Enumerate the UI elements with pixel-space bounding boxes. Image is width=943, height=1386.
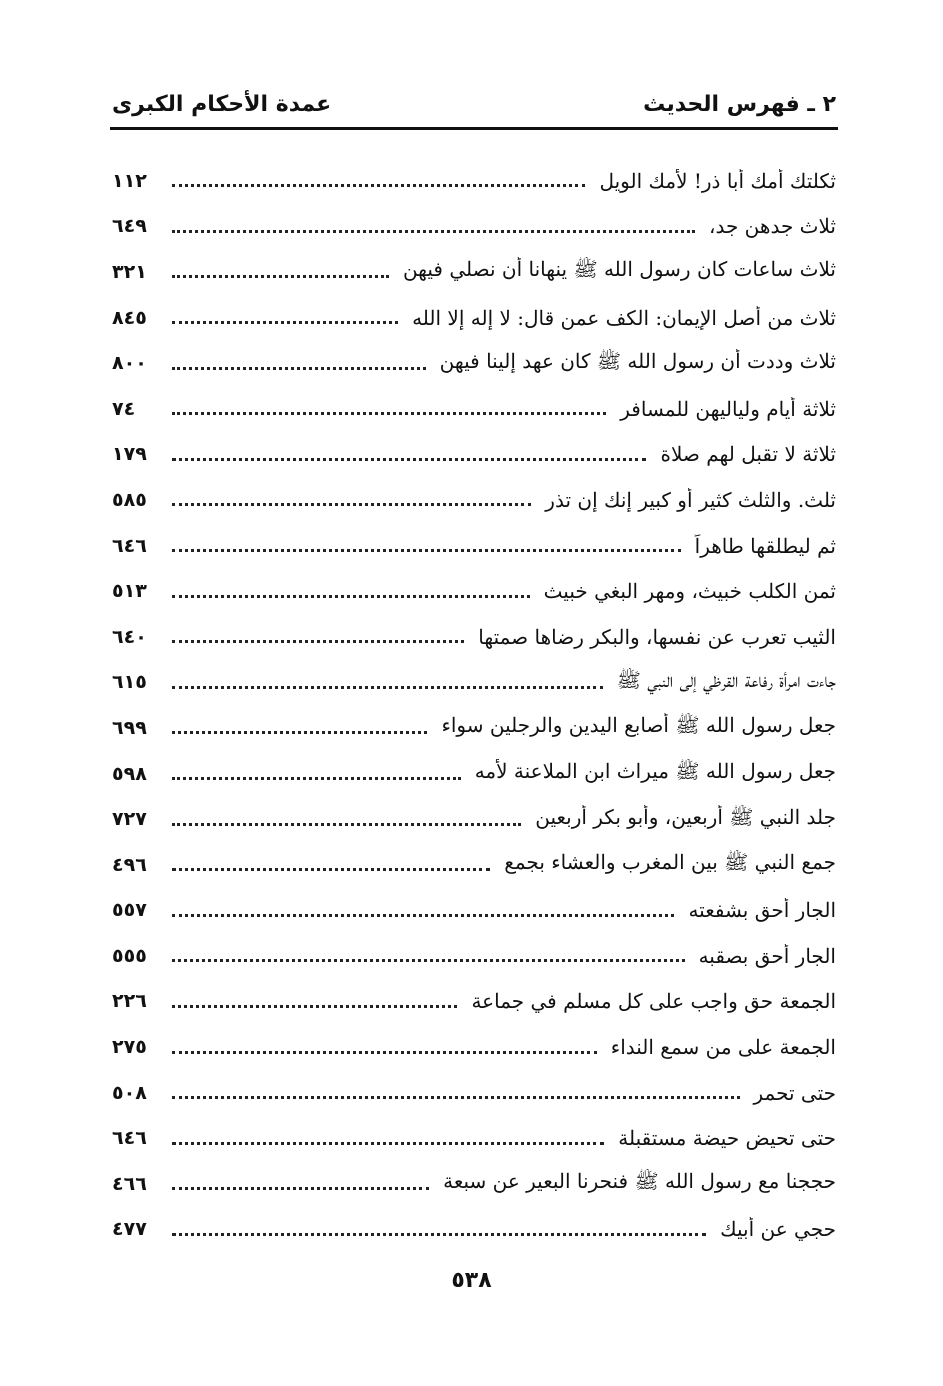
dot-leader [172, 1142, 604, 1145]
dot-leader [172, 503, 531, 506]
index-entry [112, 432, 836, 478]
entry-text: حجي عن أبيك [720, 1217, 836, 1242]
index-entry [112, 204, 836, 250]
entry-page-number: ١٧٩ [112, 443, 147, 466]
index-entry [112, 249, 836, 295]
entry-page-number: ٧٤ [112, 397, 136, 420]
index-entry [112, 660, 836, 706]
entry-page-number: ٥٥٥ [112, 944, 147, 967]
entry-page-number: ٥١٣ [112, 580, 147, 603]
entry-page-number: ٦٤٠ [112, 625, 147, 648]
entry-text: حججنا مع رسول الله ﷺ فنحرنا البعير عن سبعة [443, 1169, 836, 1194]
dot-leader [172, 275, 389, 278]
entry-page-number: ٦٤٦ [112, 534, 147, 557]
entry-text: حتى تحمر [753, 1080, 836, 1105]
entry-text: ثم ليطلقها طاهراً [694, 533, 836, 558]
index-entry [112, 933, 836, 979]
running-header [112, 88, 836, 126]
dot-leader [172, 686, 603, 689]
entry-text: الجمعة حق واجب على كل مسلم في جماعة [471, 989, 836, 1014]
dot-leader [172, 868, 490, 871]
entry-text: الثيب تعرب عن نفسها، والبكر رضاها صمتها [478, 624, 836, 649]
index-entry [112, 614, 836, 660]
entry-page-number: ٢٧٥ [112, 1036, 147, 1059]
entry-page-number: ٨٤٥ [112, 306, 147, 329]
entry-page-number: ٦٤٩ [112, 215, 147, 238]
entry-text: ثلاثة أيام ولياليهن للمسافر [620, 396, 836, 421]
dot-leader [172, 1096, 740, 1099]
index-entry [112, 477, 836, 523]
entry-page-number: ٦١٥ [112, 671, 147, 694]
index-entry [112, 568, 836, 614]
index-entry [112, 1161, 836, 1207]
entry-text: الجار أحق بشفعته [688, 898, 836, 923]
index-entry [112, 842, 836, 888]
hadith-index-list [112, 158, 836, 1252]
entry-text: ثلاث من أصل الإيمان: الكف عمن قال: لا إله إلا الله [412, 305, 836, 330]
dot-leader [172, 640, 464, 643]
index-entry [112, 1070, 836, 1116]
dot-leader [172, 595, 530, 598]
entry-page-number: ٥٨٥ [112, 488, 147, 511]
entry-page-number: ٨٠٠ [112, 352, 147, 375]
entry-text: ثلاثة لا تقبل لهم صلاة [660, 442, 836, 467]
dot-leader [172, 1051, 597, 1054]
entry-text: حتى تحيض حيضة مستقبلة [618, 1126, 836, 1151]
index-entry [112, 705, 836, 751]
index-entry [112, 796, 836, 842]
entry-text: ثمن الكلب خبيث، ومهر البغي خبيث [543, 579, 836, 604]
entry-text: الجار أحق بصقبه [698, 943, 836, 968]
entry-text: جعل رسول الله ﷺ أصابع اليدين والرجلين سواء [441, 713, 836, 738]
entry-text: جلد النبي ﷺ أربعين، وأبو بكر أربعين [535, 804, 836, 829]
entry-text: ثلاث ساعات كان رسول الله ﷺ ينهانا أن نصلي فيهن [402, 257, 836, 282]
entry-page-number: ٤٩٦ [112, 853, 147, 876]
index-entry [112, 1115, 836, 1161]
entry-page-number: ٦٩٩ [112, 716, 147, 739]
dot-leader [172, 412, 606, 415]
entry-page-number: ٢٢٦ [112, 990, 147, 1013]
entry-text: جعل رسول الله ﷺ ميراث ابن الملاعنة لأمه [474, 759, 836, 784]
index-entry [112, 751, 836, 797]
entry-text: ثكلتك أمك أبا ذر! لأمك الويل [599, 168, 836, 193]
entry-page-number: ٥٠٨ [112, 1081, 147, 1104]
dot-leader [172, 959, 685, 962]
entry-page-number: ٧٢٧ [112, 808, 147, 831]
dot-leader [172, 777, 461, 780]
index-entry [112, 386, 836, 432]
dot-leader [172, 367, 426, 370]
dot-leader [172, 458, 646, 461]
index-entry [112, 1024, 836, 1070]
page-number: ٥٣٨ [451, 1268, 492, 1293]
index-entry [112, 295, 836, 341]
dot-leader [172, 1233, 706, 1236]
header-divider [110, 127, 838, 130]
dot-leader [172, 184, 585, 187]
book-title: عمدة الأحكام الكبرى [112, 92, 332, 117]
dot-leader [172, 230, 695, 233]
dot-leader [172, 914, 674, 917]
dot-leader [172, 1005, 457, 1008]
entry-page-number: ٦٤٦ [112, 1127, 147, 1150]
dot-leader [172, 823, 521, 826]
entry-text: ثلث. والثلث كثير أو كبير إنك إن تذر [545, 487, 836, 512]
entry-text: جاءت امرأة رفاعة القرظي إلى النبي ﷺ [616, 667, 836, 692]
index-entry [112, 523, 836, 569]
index-entry [112, 340, 836, 386]
dot-leader [172, 1187, 429, 1190]
entry-text: ثلاث جدهن جد، [709, 214, 836, 239]
entry-text: ثلاث وددت أن رسول الله ﷺ كان عهد إلينا فيهن [439, 348, 836, 373]
entry-page-number: ٤٦٦ [112, 1172, 147, 1195]
dot-leader [172, 549, 681, 552]
entry-text: جمع النبي ﷺ بين المغرب والعشاء بجمع [504, 850, 836, 875]
dot-leader [172, 731, 427, 734]
index-entry [112, 158, 836, 204]
entry-page-number: ١١٢ [112, 169, 147, 192]
dot-leader [172, 321, 398, 324]
entry-text: الجمعة على من سمع النداء [610, 1035, 836, 1060]
index-entry [112, 888, 836, 934]
entry-page-number: ٤٧٧ [112, 1218, 147, 1241]
entry-page-number: ٥٥٧ [112, 899, 147, 922]
index-entry [112, 979, 836, 1025]
index-entry [112, 1207, 836, 1253]
section-title: ٢ ـ فهرس الحديث [643, 92, 836, 117]
entry-page-number: ٥٩٨ [112, 762, 147, 785]
entry-page-number: ٣٢١ [112, 260, 147, 283]
